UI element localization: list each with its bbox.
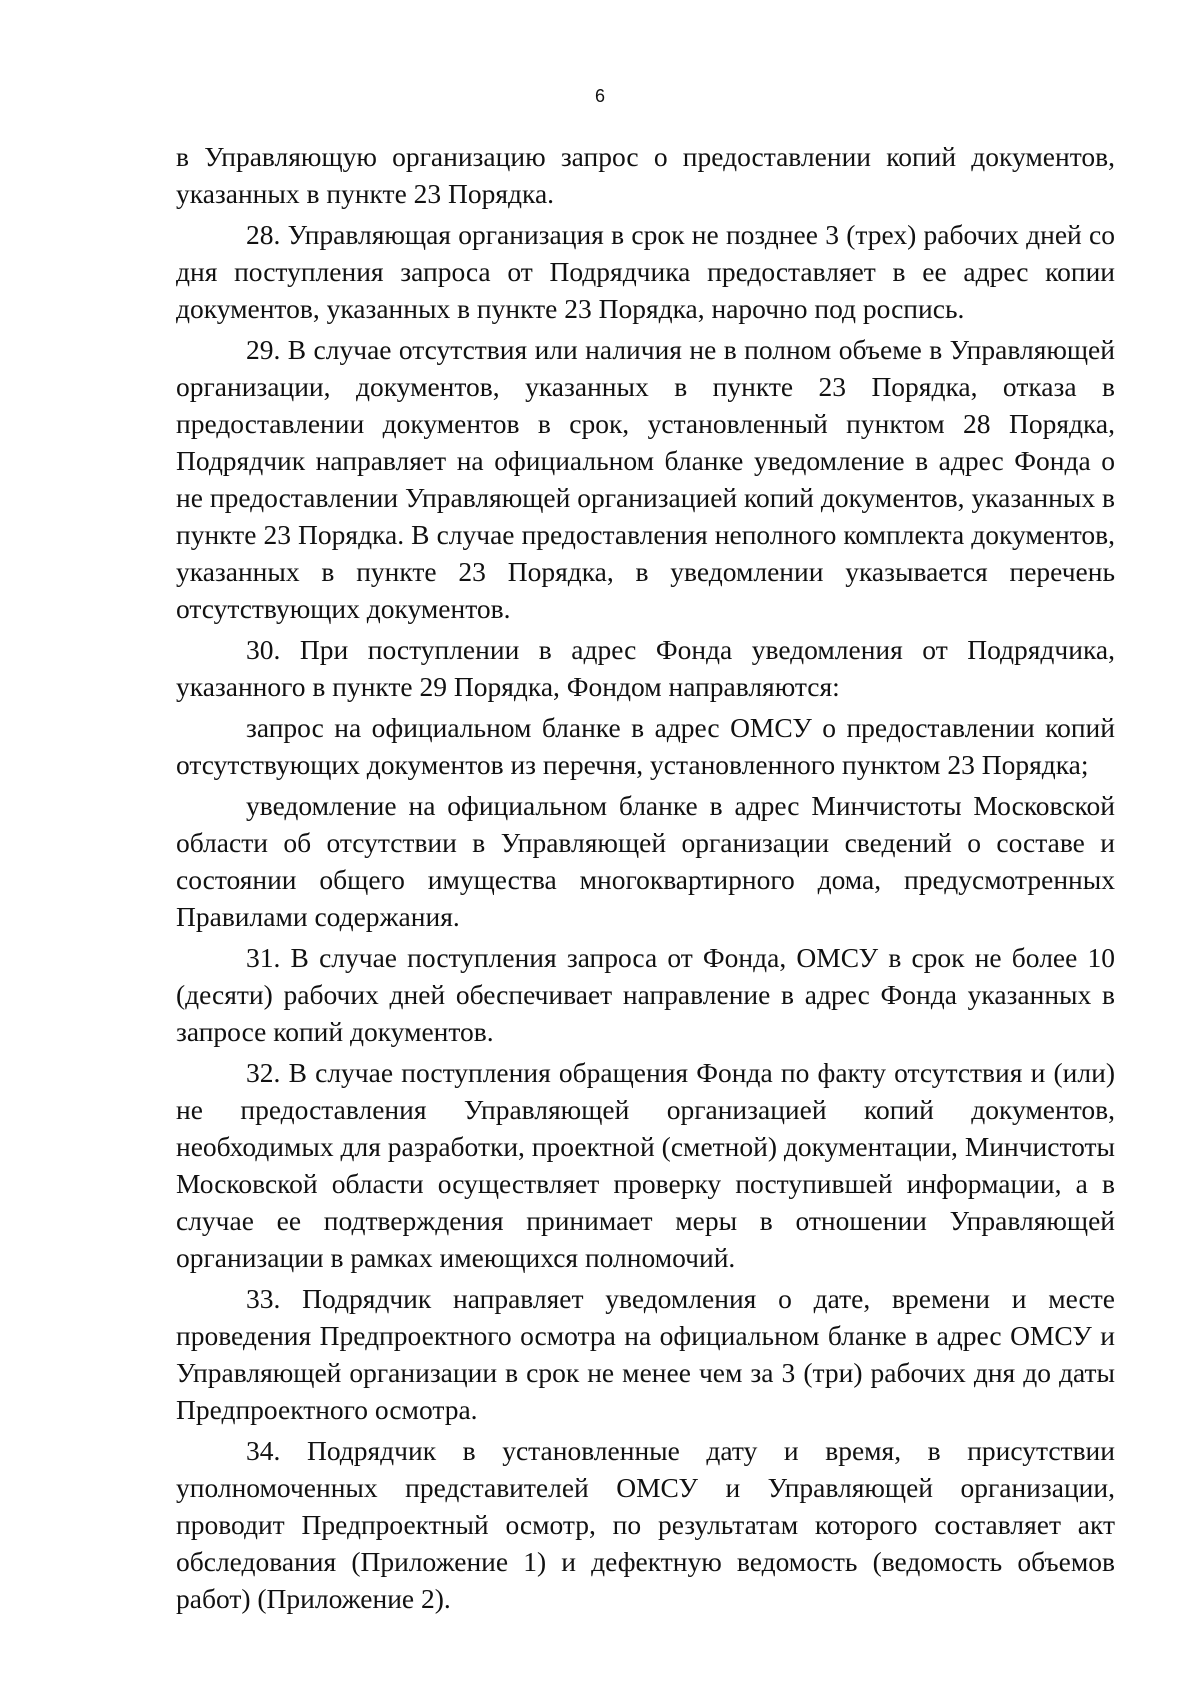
paragraph-item-34: 34. Подрядчик в установленные дату и время, в присутствии уполномоченных представителей ОМСУ и Управляющей организации, проводит Предпроектный осмотр, по результатам которого составляет акт обследования (Приложение 1) и дефектную ведомость (ведомость объемов работ) (Приложение 2). [176,1435,1115,1614]
paragraph-item-33: 33. Подрядчик направляет уведомления о дате, времени и месте проведения Предпроектного осмотра на официальном бланке в адрес ОМСУ и Управляющей организации в срок не менее чем за 3 (три) рабочих дня до даты Предпроектного осмотра. [176,1283,1115,1425]
paragraph-item-30-notice: уведомление на официальном бланке в адрес Минчистоты Московской области об отсутствии в Управляющей организации сведений о составе и состоянии общего имущества многоквартирного дома, предусмотренных Правилами содержания. [176,790,1115,932]
paragraph-item-32: 32. В случае поступления обращения Фонда по факту отсутствия и (или) не предоставления Управляющей организацией копий документов, необходимых для разработки, проектной (сметной) документации, Минчистоты Московской области осуществляет проверку поступившей информации, а в случае ее подтверждения принимает меры в отношении Управляющей организации в рамках имеющихся полномочий. [176,1057,1115,1273]
page-number: 6 [594,86,605,106]
paragraph-item-28: 28. Управляющая организация в срок не позднее 3 (трех) рабочих дней со дня поступления запроса от Подрядчика предоставляет в ее адрес копии документов, указанных в пункте 23 Порядка, нарочно под роспись. [176,219,1115,324]
paragraph-item-29: 29. В случае отсутствия или наличия не в полном объеме в Управляющей организации, документов, указанных в пункте 23 Порядка, отказа в предоставлении документов в срок, установленный пунктом 28 Порядка, Подрядчик направляет на официальном бланке уведомление в адрес Фонда о не предоставлении Управляющей организацией копий документов, указанных в пункте 23 Порядка. В случае предоставления неполного комплекта документов, указанных в пункте 23 Порядка, в уведомлении указывается перечень отсутствующих документов. [176,334,1115,624]
paragraph-item-31: 31. В случае поступления запроса от Фонда, ОМСУ в срок не более 10 (десяти) рабочих дней обеспечивает направление в адрес Фонда указанных в запросе копий документов. [176,942,1115,1047]
paragraph-continuation: в Управляющую организацию запрос о предоставлении копий документов, указанных в пункте 23 Порядка. [176,141,1115,209]
document-body [176,138,1115,1621]
paragraph-item-30: 30. При поступлении в адрес Фонда уведомления от Подрядчика, указанного в пункте 29 Порядка, Фондом направляются: [176,634,1115,702]
paragraph-item-30-request: запрос на официальном бланке в адрес ОМСУ о предоставлении копий отсутствующих документов из перечня, установленного пунктом 23 Порядка; [176,712,1115,780]
